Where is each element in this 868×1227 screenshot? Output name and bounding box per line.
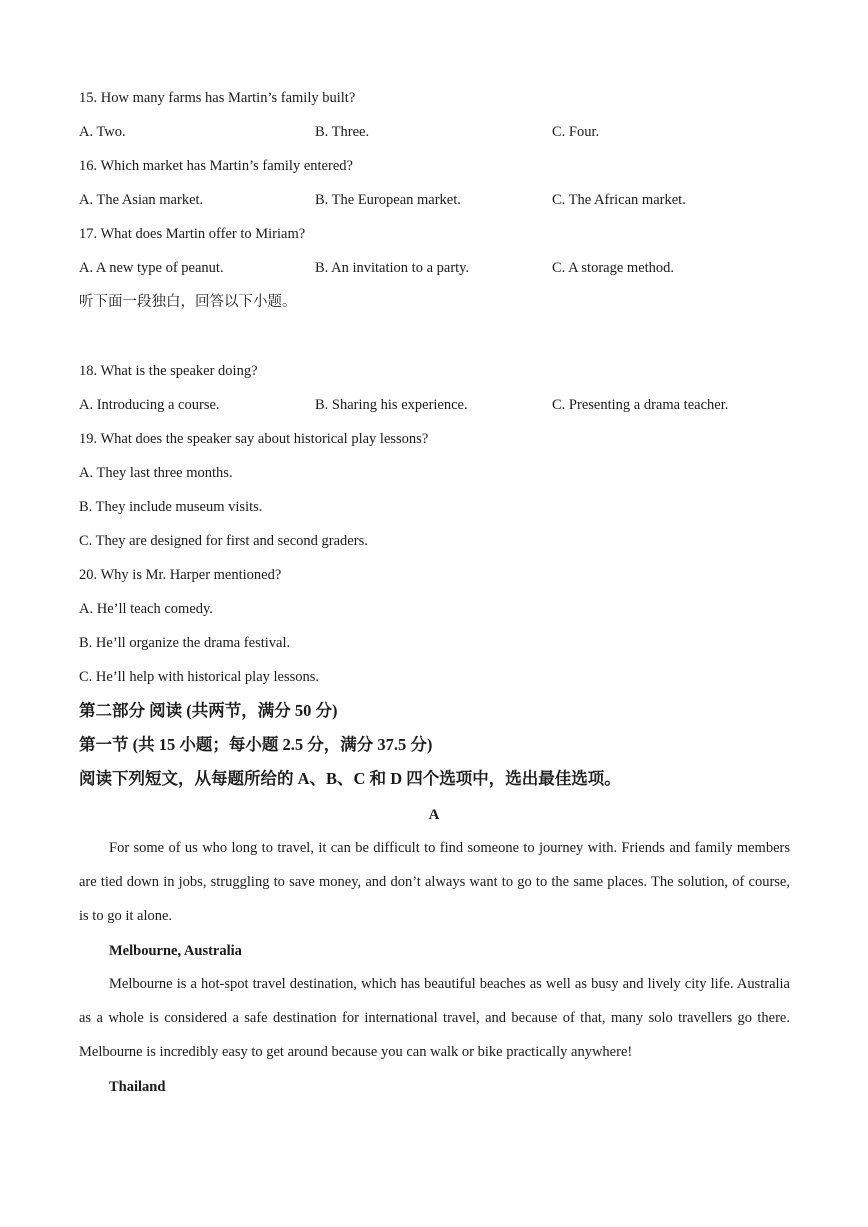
question-19-stem: 19. What does the speaker say about historical play lessons? bbox=[79, 431, 429, 447]
part-title: 第二部分 阅读 (共两节，满分 50 分) bbox=[79, 701, 338, 720]
option-c: C. Four. bbox=[552, 124, 600, 140]
option-c: C. They are designed for first and second graders. bbox=[79, 533, 368, 549]
section-title: 第一节 (共 15 小题；每小题 2.5 分，满分 37.5 分) bbox=[79, 735, 433, 754]
option-b: B. They include museum visits. bbox=[79, 499, 263, 515]
question-15-stem: 15. How many farms has Martin’s family built? bbox=[79, 90, 356, 106]
question-17-stem: 17. What does Martin offer to Miriam? bbox=[79, 226, 306, 242]
option-b: B. Sharing his experience. bbox=[315, 397, 468, 413]
option-c: C. Presenting a drama teacher. bbox=[552, 397, 729, 413]
reading-instructions: 阅读下列短文，从每题所给的 A、B、C 和 D 四个选项中，选出最佳选项。 bbox=[79, 769, 621, 788]
option-b: B. An invitation to a party. bbox=[315, 260, 470, 276]
option-a: A. A new type of peanut. bbox=[79, 260, 224, 276]
option-b: B. The European market. bbox=[315, 192, 461, 208]
option-a: A. They last three months. bbox=[79, 465, 233, 481]
option-c: C. The African market. bbox=[552, 192, 686, 208]
option-a: A. He’ll teach comedy. bbox=[79, 601, 213, 617]
melbourne-heading: Melbourne, Australia bbox=[109, 943, 242, 959]
option-a: A. Two. bbox=[79, 124, 126, 140]
option-a: A. Introducing a course. bbox=[79, 397, 220, 413]
question-18-stem: 18. What is the speaker doing? bbox=[79, 363, 258, 379]
question-16-stem: 16. Which market has Martin’s family entered? bbox=[79, 158, 353, 174]
question-20-stem: 20. Why is Mr. Harper mentioned? bbox=[79, 567, 282, 583]
intro-paragraph: For some of us who long to travel, it can be difficult to find someone to journey with. Friends and family members are tied down in jobs, struggling to save money, and don’t always want to go to the same places. The solution, of course, is to go it alone. bbox=[79, 840, 790, 924]
thailand-heading: Thailand bbox=[109, 1079, 166, 1095]
option-b: B. He’ll organize the drama festival. bbox=[79, 635, 291, 651]
passage-label: A bbox=[428, 807, 440, 823]
monologue-intro: 听下面一段独白，回答以下小题。 bbox=[79, 294, 297, 310]
option-a: A. The Asian market. bbox=[79, 192, 204, 208]
melbourne-paragraph: Melbourne is a hot-spot travel destination, which has beautiful beaches as well as busy and lively city life. Australia as a whole is considered a safe destination for international travel, and because of that, many solo travellers go there. Melbourne is incredibly easy to get around because you can walk or bike practically anywhere! bbox=[79, 976, 790, 1060]
option-c: C. He’ll help with historical play lessons. bbox=[79, 669, 320, 685]
option-b: B. Three. bbox=[315, 124, 370, 140]
option-c: C. A storage method. bbox=[552, 260, 675, 276]
